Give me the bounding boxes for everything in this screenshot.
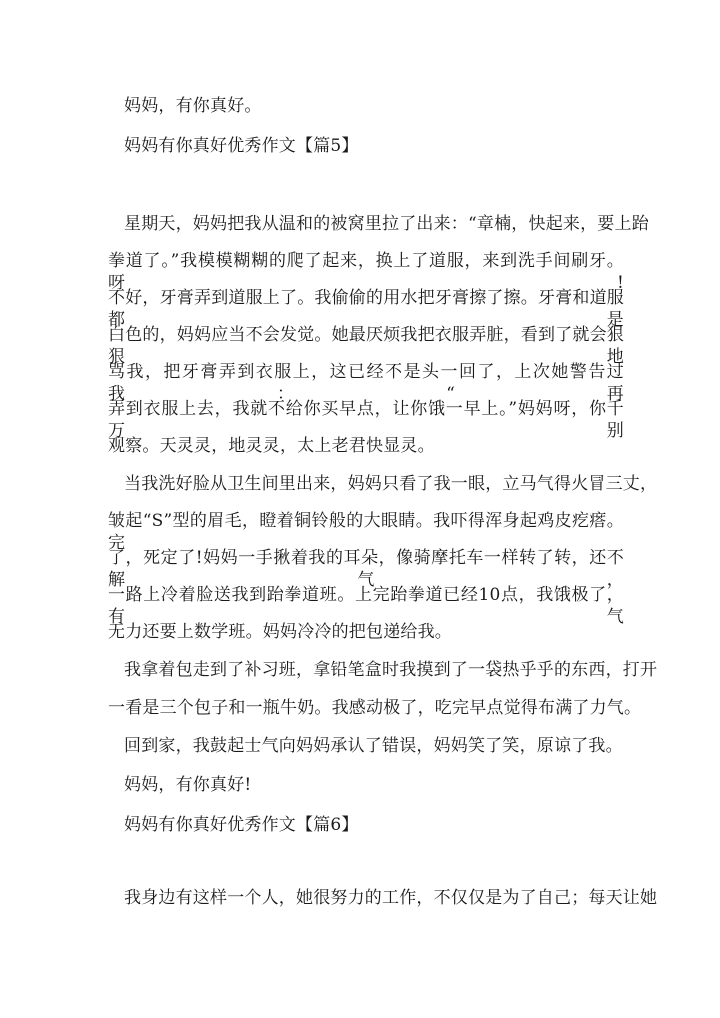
paragraph-line: 我拿着包走到了补习班，拿铅笔盒时我摸到了一袋热乎乎的东西，打开 xyxy=(124,660,658,680)
paragraph-line: 我身边有这样一个人，她很努力的工作，不仅仅是为了自己；每天让她 xyxy=(124,888,658,908)
paragraph-line: 拳道了。”我模模糊糊的爬了起来，换上了道服，来到洗手间刷牙。呀! xyxy=(108,251,624,293)
paragraph-line: 一看是三个包子和一瓶牛奶。我感动极了，吃完早点觉得布满了力气。 xyxy=(108,698,642,718)
paragraph-line: 不好，牙膏弄到道服上了。我偷偷的用水把牙膏擦了擦。牙膏和道服都是 xyxy=(108,288,624,330)
paragraph-line: 无力还要上数学班。妈妈冷冷的把包递给我。 xyxy=(108,622,452,642)
paragraph-line: 星期天，妈妈把我从温和的被窝里拉了出来：“章楠，快起来，要上跆 xyxy=(124,214,649,234)
paragraph-line: 当我洗好脸从卫生间里出来，妈妈只看了我一眼，立马气得火冒三丈， xyxy=(124,474,658,494)
paragraph-line: 弄到衣服上去，我就不给你买早点，让你饿一早上。”妈妈呀，你千万别 xyxy=(108,399,624,441)
closing-line: 妈妈，有你真好。 xyxy=(124,96,262,116)
closing-line: 妈妈，有你真好! xyxy=(124,775,252,795)
paragraph-line: 一路上冷着脸送我到跆拳道班。上完跆拳道已经10点，我饿极了，有气 xyxy=(108,585,624,627)
paragraph-line: 白色的，妈妈应当不会发觉。她最厌烦我把衣服弄脏，看到了就会狠狠地 xyxy=(108,325,624,367)
paragraph-line: 皱起“S”型的眉毛，瞪着铜铃般的大眼睛。我吓得浑身起鸡皮疙瘩。完 xyxy=(108,511,624,553)
paragraph-line: 骂我，把牙膏弄到衣服上，这已经不是头一回了，上次她警告过我：“再 xyxy=(108,362,624,404)
section-heading-6: 妈妈有你真好优秀作文【篇6】 xyxy=(124,815,359,835)
paragraph-line: 了，死定了!妈妈一手揪着我的耳朵，像骑摩托车一样转了转，还不解气， xyxy=(108,548,624,590)
paragraph-line: 回到家，我鼓起士气向妈妈承认了错误，妈妈笑了笑，原谅了我。 xyxy=(124,736,623,756)
section-heading-5: 妈妈有你真好优秀作文【篇5】 xyxy=(124,136,359,156)
paragraph-line: 观察。天灵灵，地灵灵，太上老君快显灵。 xyxy=(108,436,435,456)
